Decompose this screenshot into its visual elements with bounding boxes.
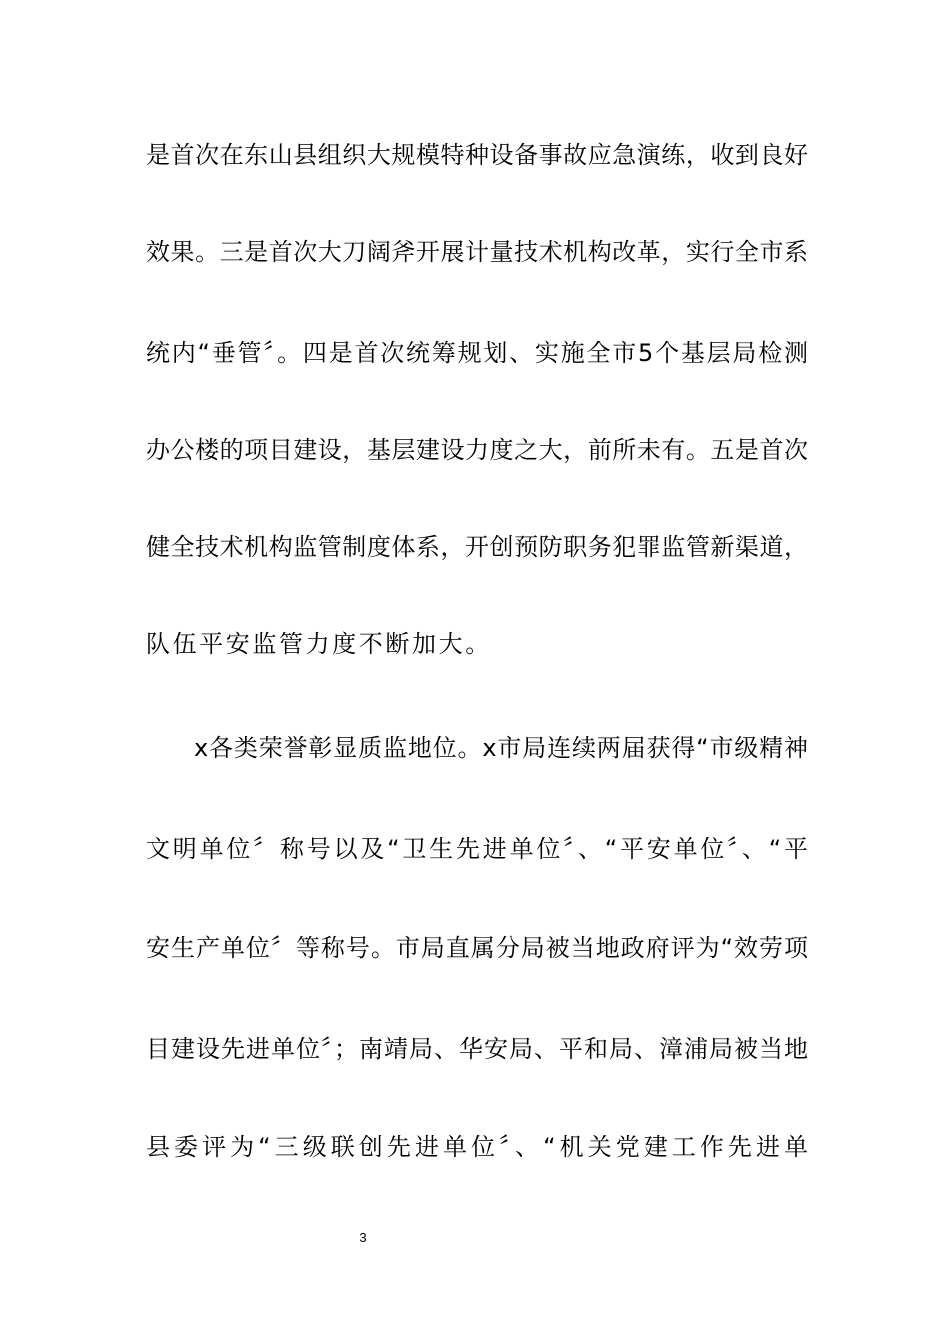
text-line-1: 是首次在东山县组织大规模特种设备事故应急演练，收到良好 (146, 141, 808, 169)
text-line-8: 文明单位〞称号以及“卫生先进单位〞、“平安单位〞、“平 (146, 835, 808, 863)
text-line-4: 办公楼的项目建设，基层建设力度之大，前所未有。五是首次 (146, 436, 808, 464)
page-number: 3 (359, 1230, 367, 1245)
text-line-3: 统内“垂管〞。四是首次统筹规划、实施全市5个基层局检测 (146, 339, 808, 367)
text-line-5: 健全技术机构监管制度体系，开创预防职务犯罪监管新渠道， (146, 533, 808, 561)
text-line-7: x各类荣誉彰显质监地位。x市局连续两届获得“市级精神 (194, 734, 808, 762)
text-line-11: 县委评为“三级联创先进单位〞、“机关党建工作先进单 (146, 1133, 808, 1161)
text-line-10: 目建设先进单位〞；南靖局、华安局、平和局、漳浦局被当地 (146, 1035, 808, 1063)
text-line-6: 队伍平安监管力度不断加大。 (146, 630, 492, 658)
text-line-9: 安生产单位〞等称号。市局直属分局被当地政府评为“效劳项 (146, 934, 808, 962)
text-line-2: 效果。三是首次大刀阔斧开展计量技术机构改革，实行全市系 (146, 238, 808, 266)
